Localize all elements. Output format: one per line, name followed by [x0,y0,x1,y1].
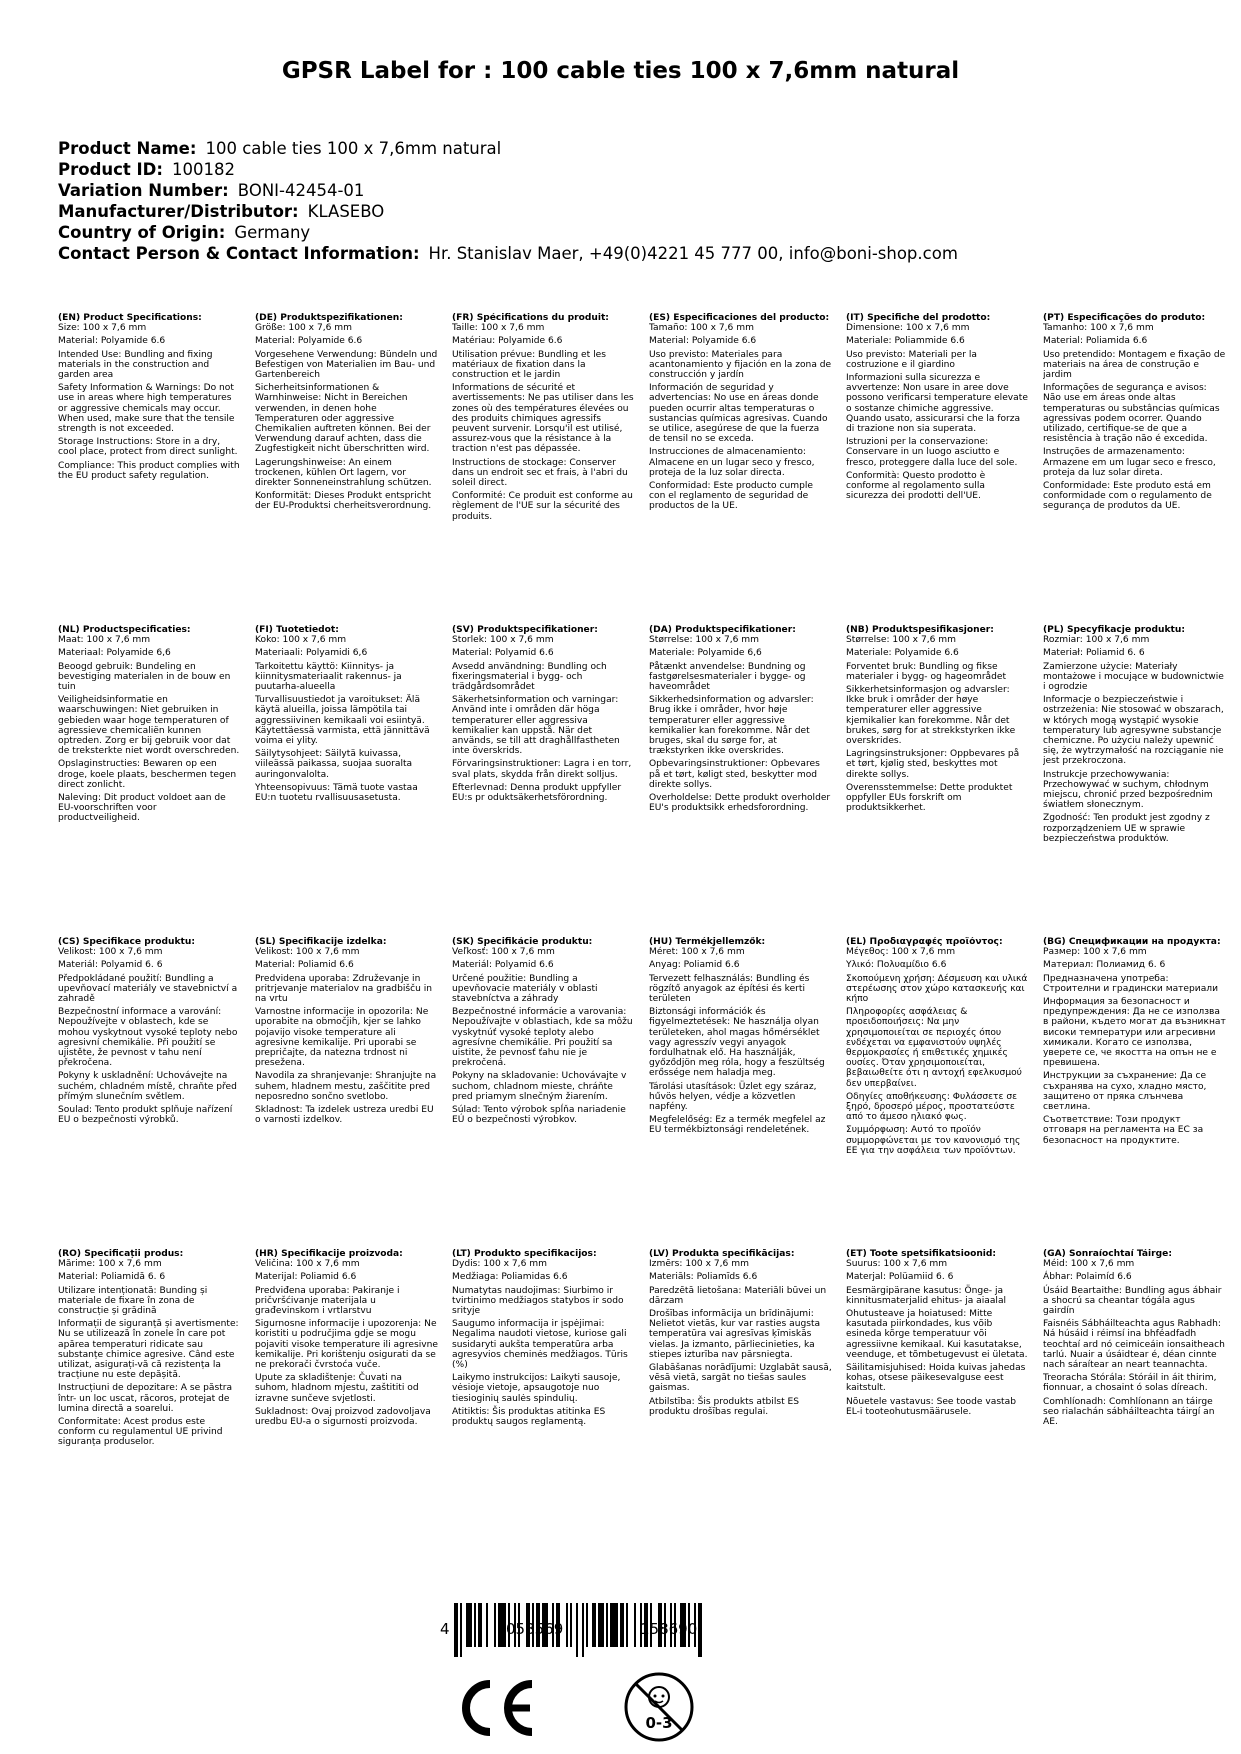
spec-heading: (EN) Product Specifications: [58,313,202,323]
barcode-bar [626,1603,628,1647]
spec-line: Tárolási utasítások: Üzlet egy száraz, hűvös helyen, védje a közvetlen napfény. [649,1081,817,1113]
spec-line: Úsáid Beartaithe: Bundling agus ábhair a shocrú sa cheantar tógála agus gairdín [1043,1285,1222,1317]
spec-line: Soulad: Tento produkt splňuje nařízení EU o bezpečnosti výrobků. [58,1105,233,1126]
spec-line: Σκοπούμενη χρήση: Δέσμευση και υλικά στερέωσης στον χώρο κατασκευής και κήπο [846,973,1028,1005]
spec-heading: (IT) Specifiche del prodotto: [846,313,991,323]
spec-line: Tarkoitettu käyttö: Kiinnitys- ja kiinnitysmateriaalit rakennus- ja puutarha-alueella [255,661,402,693]
spec-line: Material: Poliamidă 6. 6 [58,1272,166,1283]
spec-size: Размер: 100 x 7,6 mm [1043,947,1147,958]
spec-line: Faisnéis Sábháilteachta agus Rabhadh: Ná húsáid i réimsí ina bhféadfadh teochtaí ard nó ceimiceáin ionsaitheach tarlú. Nuair a úsáidtear é, déan cinnte nach sáraítear an neart teannachta. [1043,1319,1225,1371]
spec-line: Säilitamisjuhised: Hoida kuivas jahedas kohas, otsese päikesevalguse eest kaitstult. [846,1363,1026,1394]
spec-line: Navodila za shranjevanje: Shranjujte na suhem, hladnem mestu, zaščitite pred neposredno sončno svetlobo. [255,1071,437,1102]
spec-block [255,937,438,1249]
spec-block [58,313,241,625]
spec-line: Materiale: Poliammide 6.6 [846,336,965,347]
spec-line: Sicherheitsinformationen & Warnhinweise: Nicht in Bereichen verwenden, in denen hohe Temperaturen oder aggressive Chemikalien auftreten können. Bei der Verwendung darauf achten, dass die Zugfestigkeit nicht überschritten wird. [255,383,431,455]
spec-line: Información de seguridad y advertencias: No use en áreas donde pueden ocurrir altas temperaturas o sustancias químicas agresivas. Cuando se utilice, asegúrese de que la fuerza de tensil no se exceda. [649,383,828,445]
spec-line: Matériau: Polyamide 6.6 [452,336,563,347]
barcode-digits-right: 158690 [640,1620,698,1638]
spec-line: Paredzētā lietošana: Materiāli būvei un dārzam [649,1285,827,1306]
barcode-bar [460,1603,462,1657]
spec-line: Material: Poliamid 6.6 [255,960,354,971]
spec-line: Opbevaringsinstruktioner: Opbevares på et tørt, køligt sted, beskytter mod direkte sollys. [649,759,820,790]
spec-heading: (NB) Produktspesifikasjoner: [846,625,994,635]
info-value: 100 cable ties 100 x 7,6mm natural [205,139,502,158]
spec-size: Rozmiar: 100 x 7,6 mm [1043,635,1150,646]
spec-heading: (SK) Špecifikácie produktu: [452,937,593,947]
spec-heading: (GA) Sonraíochtaí Táirge: [1043,1249,1172,1259]
page-title: GPSR Label for : 100 cable ties 100 x 7,6mm natural [281,58,960,84]
spec-line: Pokyny k uskladnění: Uchovávejte na suchém, chladném místě, chraňte před přímým slunečním světlem. [58,1071,237,1102]
spec-line: Nõuetele vastavus: See toode vastab EL-i tooteohutusmäärusele. [846,1396,1016,1417]
spec-line: Pokyny na skladovanie: Uchovávajte v suchom, chladnom mieste, chráňte pred priamym slnečným žiarením. [452,1071,627,1102]
spec-line: Säkerhetsinformation och varningar: Använd inte i områden där höga temperaturer eller aggressiva kemikalier kan uppstå. När det används, se till att draghållfastheten inte överskrids. [452,695,620,757]
spec-heading: (FR) Spécifications du produit: [452,313,609,323]
spec-line: Veiligheidsinformatie en waarschuwingen: Niet gebruiken in gebieden waar hoge temperaturen of agressieve chemicaliën kunnen optreden. Zorg er bij gebruik voor dat de treksterkte niet wordt overschreden. [58,695,240,757]
spec-size: Størrelse: 100 x 7,6 mm [846,635,957,646]
barcode-bar [598,1603,604,1647]
spec-size: Size: 100 x 7,6 mm [58,323,147,334]
spec-block [58,625,241,937]
spec-line: Material: Polyamide 6.6 [649,336,757,347]
spec-line: Material: Polyamide 6.6 [255,336,363,347]
barcode-bar [576,1603,578,1657]
spec-line: Säilytysohjeet: Säilytä kuivassa, viileässä paikassa, suojaa suoralta auringonvalolta. [255,749,413,780]
spec-line: Conformitate: Acest produs este conform cu regulamentul UE privind siguranța produselor. [58,1417,223,1448]
spec-line: Material: Polyamide 6.6 [58,336,166,347]
spec-line: Predviđena uporaba: Pakiranje i pričvršćivanje materijala u građevinskom i vrtlarstvu [255,1285,400,1317]
spec-line: Comhlíonadh: Comhlíonann an táirge seo rialachán sábháilteachta táirgí an AE. [1043,1396,1215,1428]
info-label: Product Name: [58,139,197,158]
info-label: Variation Number: [58,181,229,200]
info-value: BONI-42454-01 [237,181,365,200]
spec-size: Maat: 100 x 7,6 mm [58,635,151,646]
spec-block [1043,1249,1226,1561]
spec-line: Instrucciones de almacenamiento: Almacene en un lugar seco y fresco, proteja de la luz solar directa. [649,447,815,478]
spec-size: Suurus: 100 x 7,6 mm [846,1259,948,1270]
spec-line: Naleving: Dit product voldoet aan de EU-voorschriften voor productveiligheid. [58,793,226,824]
spec-line: Οδηγίες αποθήκευσης: Φυλάσσετε σε ξηρό, δροσερό μέρος, προστατεύστε από το άμεσο ηλιακό φως. [846,1091,1018,1123]
spec-block [452,625,635,937]
barcode-bar [454,1603,458,1657]
spec-line: Materiale: Polyamide 6.6 [846,648,959,659]
info-row [58,201,958,222]
spec-line: Yhteensopivuus: Tämä tuote vastaa EU:n tuotetu rvallisuusasetusta. [255,782,418,804]
spec-line: Materiał: Poliamid 6. 6 [1043,648,1145,659]
barcode-digits-left: 058569 [506,1620,564,1638]
spec-line: Informacje o bezpieczeństwie i ostrzeżenia: Nie stosować w obszarach, w których mogą wystąpić wysokie temperatury lub agresywne substancje chemiczne. Po użyciu należy upewnić się, że wytrzymałość na rozciąganie nie jest przekroczona. [1043,695,1224,767]
spec-line: Eesmärgipärane kasutus: Önge- ja kinnitusmaterjalid ehitus- ja aiaalal [846,1285,1007,1306]
spec-line: Съответствие: Този продукт отговаря на регламента на ЕС за безопасност на продуктите. [1043,1115,1204,1146]
spec-heading: (SV) Produktspecifikationer: [452,625,598,635]
spec-line: Πληροφορίες ασφάλειας & προειδοποιήσεις: Να μην χρησιμοποιείται σε περιοχές όπου ενδέχεται να εμφανιστούν υψηλές θερμοκρασίες ή επιθετικές χημικές ουσίες. Όταν χρησιμοποιείται, βεβαιωθείτε ότι η αντοχή εφελκυσμού δεν υπερβαίνει. [846,1007,1022,1089]
spec-line: Súlad: Tento výrobok spĺňa nariadenie EÚ o bezpečnosti výrobkov. [452,1105,626,1126]
spec-line: Numatytas naudojimas: Siurbimo ir tvirtinimo medžiagos statybos ir sodo srityje [452,1285,624,1317]
spec-block [846,1249,1029,1561]
info-label: Manufacturer/Distributor: [58,202,299,221]
spec-block [255,313,438,625]
spec-block [58,1249,241,1561]
barcode-bar [486,1603,488,1647]
barcode-bar [570,1603,572,1647]
spec-heading: (ES) Especificaciones del producto: [649,313,830,323]
barcode-bar [610,1603,618,1647]
spec-block [649,625,832,937]
spec-line: Instructions de stockage: Conserver dans un endroit sec et frais, à l'abri du soleil direct. [452,457,628,489]
spec-size: Méid: 100 x 7,6 mm [1043,1259,1135,1270]
spec-line: Material: Poliamida 6.6 [1043,336,1148,347]
spec-line: Instrucțiuni de depozitare: A se păstra într- un loc uscat, răcoros, protejat de lumina directă a soarelui. [58,1383,233,1414]
spec-line: Utilizare intenționată: Bunding și materiale de fixare în zona de construcție și grădină [58,1285,208,1317]
spec-line: Overensstemmelse: Dette produktet oppfyller EUs forskrift om produktsikkerhet. [846,782,1013,814]
spec-line: Beoogd gebruik: Bundeling en bevestiging materialen in de bouw en tuin [58,661,231,693]
spec-size: Μέγεθος: 100 x 7,6 mm [846,947,956,958]
spec-line: Instrukcje przechowywania: Przechowywać w suchym, chłodnym miejscu, chronić przed bezpośrednim światłem słonecznym. [1043,769,1213,811]
spec-heading: (CS) Specifikace produktu: [58,937,195,947]
barcode-bar [606,1603,608,1647]
spec-line: Informações de segurança e avisos: Não use em áreas onde altas temperaturas ou substâncias químicas agressivas podem ocorrer. Quando utilizado, certifique-se de que a resistência à tração não é excedida. [1043,383,1220,445]
barcode-bar [620,1603,624,1647]
spec-line: Megfelelőség: Ez a termék megfelel az EU termékbiztonsági rendeletének. [649,1115,826,1136]
info-value: 100182 [171,160,235,179]
spec-size: Velikost: 100 x 7,6 mm [255,947,360,958]
spec-line: Atbilstība: Šis produkts atbilst ES produktu drošības regulai. [649,1396,800,1417]
spec-line: Lagerungshinweise: An einem trockenen, kühlen Ort lagern, vor direkter Sonneneinstrahlung schützen. [255,457,432,489]
spec-line: Informații de siguranță și avertismente: Nu se utilizează în zonele în care pot apărea temperaturi ridicate sau substanțe chimice agresive. Când este utilizat, asigurați-vă că rezistența la tracțiune nu este depășită. [58,1319,239,1381]
info-label: Country of Origin: [58,223,226,242]
spec-line: Medžiaga: Poliamidas 6.6 [452,1272,568,1283]
spec-line: Uso previsto: Materiales para acantonamiento y fijación en la zona de construcción y jardín [649,349,832,381]
barcode-bar [466,1603,472,1647]
spec-size: Velikost: 100 x 7,6 mm [58,947,163,958]
spec-block [255,1249,438,1561]
spec-line: Conformità: Questo prodotto è conforme al regolamento sulla sicurezza dei prodotti dell'UE. [846,470,986,502]
spec-heading: (DA) Produktspecifikationer: [649,625,796,635]
spec-size: Tamaño: 100 x 7,6 mm [649,323,754,334]
spec-block [452,1249,635,1561]
spec-size: Dydis: 100 x 7,6 mm [452,1259,547,1270]
spec-block [1043,625,1226,937]
spec-size: Méret: 100 x 7,6 mm [649,947,745,958]
spec-line: Bezpečnostní informace a varování: Nepoužívejte v oblastech, kde se mohou vyskytnout vysoké teploty nebo agresivní chemikálie. Při použití se ujistěte, že pevnost v tahu není překročena. [58,1007,238,1069]
spec-line: Compliance: This product complies with the EU product safety regulation. [58,460,240,481]
spec-line: Informazioni sulla sicurezza e avvertenze: Non usare in aree dove possono verificarsi temperature elevate o sostanze chimiche aggressive. Quando usato, assicurarsi che la forza di trazione non sia superata. [846,373,1028,435]
spec-line: Konformität: Dieses Produkt entspricht der EU-Produktsi cherheitsverordnung. [255,491,432,512]
spec-line: Opslaginstructies: Bewaren op een droge, koele plaats, beschermen tegen direct zonlicht. [58,759,237,790]
spec-line: Avsedd användning: Bundling och fixeringsmaterial i bygg- och trädgårdsområdet [452,661,607,693]
spec-block [846,625,1029,937]
spec-line: Bezpečnostné informácie a varovania: Nepoužívajte v oblastiach, kde sa môžu vyskytnúť vysoké teploty alebo agresívne chemikálie. Pri použití sa uistite, že pevnosť ťahu nie je prekročená. [452,1007,633,1069]
spec-block [649,1249,832,1561]
barcode-bar [698,1603,702,1657]
barcode-bar [474,1603,476,1647]
spec-heading: (HR) Specifikacije proizvoda: [255,1249,403,1259]
info-row [58,159,958,180]
spec-line: Materijal: Poliamid 6.6 [255,1272,357,1283]
spec-line: Ábhar: Polaimíd 6.6 [1043,1272,1132,1283]
spec-size: Koko: 100 x 7,6 mm [255,635,347,646]
spec-line: Materiāls: Poliamīds 6.6 [649,1272,758,1283]
spec-line: Materiale: Polyamide 6,6 [649,648,762,659]
info-value: Hr. Stanislav Maer, +49(0)4221 45 777 00, info@boni-shop.com [428,244,958,263]
spec-line: Förvaringsinstruktioner: Lagra i en torr, sval plats, skydda från direkt solljus. [452,759,632,780]
spec-line: Laikymo instrukcijos: Laikyti sausoje, vėsioje vietoje, apsaugotoje nuo tiesioginių saulės spindulių. [452,1373,621,1404]
spec-line: Material: Polyamid 6.6 [452,648,554,659]
spec-line: Anyag: Poliamid 6.6 [649,960,740,971]
spec-heading: (SL) Specifikacije izdelka: [255,937,387,947]
info-label: Contact Person & Contact Information: [58,244,420,263]
spec-block [846,937,1029,1249]
spec-heading: (EL) Προδιαγραφές προϊόντος: [846,937,1003,947]
spec-size: Storlek: 100 x 7,6 mm [452,635,554,646]
info-label: Product ID: [58,160,163,179]
spec-line: Skladnost: Ta izdelek ustreza uredbi EU o varnosti izdelkov. [255,1105,434,1126]
spec-line: Instruções de armazenamento: Armazene em um lugar seco e fresco, proteja da luz solar direta. [1043,447,1216,478]
spec-line: Istruzioni per la conservazione: Conservare in un luogo asciutto e fresco, proteggere dalla luce del sole. [846,437,1018,468]
barcode-bar [498,1603,506,1647]
info-row [58,243,958,264]
spec-block [452,937,635,1249]
spec-line: Conformité: Ce produit est conforme au règlement de l'UE sur la sécurité des produits. [452,491,633,522]
spec-line: Intended Use: Bundling and fixing materials in the construction and garden area [58,349,213,381]
spec-line: Turvallisuustiedot ja varoitukset: Älä käytä alueilla, joissa lämpötila tai aggressiivinen kemikaali voi esiintyä. Käytettäessä varmista, että jännittävä voima ei ylity. [255,695,430,747]
spec-line: Storage Instructions: Store in a dry, cool place, protect from direct sunlight. [58,437,238,458]
spec-line: Safety Information & Warnings: Do not use in areas where high temperatures or aggressive chemicals may occur. When used, make sure that the tensile strength is not exceeded. [58,383,235,435]
spec-line: Информация за безопасност и предупреждения: Да не се използва в райони, където могат да възникнат високи температури или агресивни химикали. Когато се използва, уверете се, че якостта на опън не е превишена. [1043,997,1226,1069]
spec-line: Materiaali: Polyamidi 6,6 [255,648,368,659]
spec-line: Påtænkt anvendelse: Bundning og fastgørelsesmaterialer i bygge- og haveområdet [649,661,806,693]
spec-line: Biztonsági információk és figyelmeztetések: Ne használja olyan területeken, ahol magas hőmérséklet vagy agresszív vegyi anyagok fordulhatnak elő. Ha használják, győződjön meg róla, hogy a feszültség erőssége nem haladja meg. [649,1007,825,1079]
spec-block [1043,313,1226,625]
spec-block [58,937,241,1249]
spec-heading: (NL) Productspecificaties: [58,625,191,635]
barcode-digit-lead: 4 [440,1620,450,1638]
spec-line: Předpokládané použití: Bundling a upevňovací materiály ve stavebnictví a zahradě [58,973,238,1005]
spec-size: Izmērs: 100 x 7,6 mm [649,1259,749,1270]
spec-line: Atitiktis: Šis produktas atitinka ES produktų saugos reglamentą. [452,1406,606,1428]
spec-size: Tamanho: 100 x 7,6 mm [1043,323,1154,334]
spec-line: Conformidad: Este producto cumple con el reglamento de seguridad de productos de la UE. [649,481,813,512]
spec-line: Uso pretendido: Montagem e fixação de materiais na área de construção e jardim [1043,349,1226,381]
spec-line: Vorgesehene Verwendung: Bündeln und Befestigen von Materialien im Bau- und Gartenbereich [255,349,438,381]
spec-heading: (FI) Tuotetiedot: [255,625,339,635]
info-row [58,222,958,243]
spec-size: Größe: 100 x 7,6 mm [255,323,353,334]
spec-block [846,313,1029,625]
spec-size: Taille: 100 x 7,6 mm [452,323,545,334]
barcode-bar [566,1603,568,1647]
info-row [58,180,958,201]
product-info-block [58,138,958,264]
spec-block [649,937,832,1249]
spec-line: Saugumo informacija ir įspėjimai: Negalima naudoti vietose, kuriose gali susidaryti aukšta temperatūra arba agresyvios cheminės medžiagos. Tūris (%) [452,1319,628,1371]
spec-heading: (PL) Specyfikacje produktu: [1043,625,1185,635]
spec-block [649,313,832,625]
spec-line: Zgodność: Ten produkt jest zgodny z rozporządzeniem UE w sprawie bezpieczeństwa produktów. [1043,813,1210,844]
spec-line: Инструкции за съхранение: Да се съхранява на сухо, хладно място, защитено от пряка слънчева светлина. [1043,1071,1207,1113]
spec-heading: (PT) Especificações do produto: [1043,313,1206,323]
spec-heading: (RO) Specificații produs: [58,1249,184,1259]
barcode-bar [586,1603,588,1647]
spec-line: Предназначена употреба: Строителни и градински материали [1043,973,1219,994]
barcode-bar [634,1603,636,1647]
spec-line: Материал: Полиамид 6. 6 [1043,960,1166,971]
spec-heading: (ET) Toote spetsifikatsioonid: [846,1249,997,1259]
age-restriction-text: 0-3 [645,1714,673,1732]
specifications-grid [58,313,1226,1561]
spec-line: Utilisation prévue: Bundling et les matériaux de fixation dans la construction et le jardin [452,349,606,381]
spec-size: Størrelse: 100 x 7,6 mm [649,635,760,646]
spec-heading: (HU) Termékjellemzők: [649,937,766,947]
spec-line: Upute za skladištenje: Čuvati na suhom, hladnom mjestu, zaštititi od izravne sunčeve svjetlosti. [255,1373,419,1404]
spec-line: Treoracha Stórála: Stóráil in áit thirim, fionnuar, a chosaint ó solas díreach. [1043,1373,1217,1394]
spec-block [452,313,635,625]
spec-line: Conformidade: Este produto está em conformidade com o regulamento de segurança de produtos da UE. [1043,481,1212,512]
spec-line: Materiál: Polyamid 6. 6 [58,960,163,971]
ean-barcode [440,1603,760,1661]
spec-block [255,625,438,937]
spec-line: Materiál: Polyamid 6.6 [452,960,554,971]
spec-line: Υλικό: Πολυαμίδιο 6.6 [846,960,947,971]
spec-line: Tervezett felhasználás: Bundling és rögzítő anyagok az építési és kerti területen [649,973,810,1005]
spec-line: Ohutusteave ja hoiatused: Mitte kasutada piirkondades, kus võib esineda kõrge temperatuur või agressiivne kemikaal. Kui kasutatakse, veenduge, et tõmbetugevust ei ületata. [846,1309,1028,1360]
spec-line: Informations de sécurité et avertissements: Ne pas utiliser dans les zones où des températures élevées ou des produits chimiques agressifs peuvent survenir. Lorsqu'il est utilisé, assurez-vous que la résistance à la traction n'est pas dépassée. [452,383,634,455]
spec-line: Overholdelse: Dette produkt overholder EU's produktsikk erhedsforordning. [649,793,831,814]
spec-line: Materiaal: Polyamide 6,6 [58,648,171,659]
spec-heading: (DE) Produktspezifikationen: [255,313,403,323]
barcode-bar [494,1603,496,1647]
spec-line: Určené použitie: Bundling a upevňovacie materiály v oblasti stavebníctva a záhrady [452,973,598,1005]
spec-line: Varnostne informacije in opozorila: Ne uporabite na območjih, kjer se lahko pojavijo visoke temperature ali agresivne kemikalije. Pri uporabi se prepričajte, da natezna trdnost ni presežena. [255,1007,429,1069]
spec-size: Veličina: 100 x 7,6 mm [255,1259,360,1270]
barcode-bar [582,1603,584,1657]
spec-line: Sikkerhedsinformation og advarsler: Brug ikke i områder, hvor høje temperaturer eller aggressive kemikalier kan forekomme. Når det bruges, skal du sørge for, at trækstyrken ikke overskrides. [649,695,814,757]
ce-mark-icon [452,1678,538,1738]
info-value: KLASEBO [307,202,385,221]
info-value: Germany [234,223,311,242]
spec-line: Glabāšanas norādījumi: Uzglabāt sausā, vēsā vietā, sargāt no tiešas saules gaismas. [649,1363,832,1394]
barcode-bar [592,1603,596,1647]
spec-line: Uso previsto: Materiali per la costruzione e il giardino [846,349,977,370]
spec-heading: (BG) Спецификации на продукта: [1043,937,1221,947]
spec-line: Efterlevnad: Denna produkt uppfyller EU:s pr oduktsäkerhetsförordning. [452,782,622,804]
spec-line: Συμμόρφωση: Αυτό το προϊόν συμμορφώνεται με τον κανονισμό της ΕΕ για την ασφάλεια των προϊόντων. [846,1125,1021,1156]
spec-heading: (LV) Produkta specifikācijas: [649,1249,795,1259]
spec-line: Drošības informācija un brīdinājumi: Nelietot vietās, kur var rasties augsta temperatūra vai agresīvas ķīmiskās vielas. Ja izmanto, pārliecinieties, ka stiepes izturība nav pārsniegta. [649,1309,821,1360]
spec-size: Mărime: 100 x 7,6 mm [58,1259,162,1270]
spec-line: Materjal: Polüamiid 6. 6 [846,1272,954,1283]
spec-line: Sigurnosne informacije i upozorenja: Ne koristiti u područjima gdje se mogu pojaviti visoke temperature ili agresivne kemikalije. Pri korištenju osigurati da se ne prekorači čvrstoća vuče. [255,1319,438,1371]
spec-line: Zamierzone użycie: Materiały montażowe i mocujące w budownictwie i ogrodzie [1043,661,1224,693]
spec-line: Forventet bruk: Bundling og fikse materialer i bygg- og hageområdet [846,661,1007,682]
info-row [58,138,958,159]
spec-line: Sikkerhetsinformasjon og advarsler: Ikke bruk i områder der høye temperaturer eller aggressive kjemikalier kan forekomme. Når det brukes, sørg for at strekkstyrken ikke overskrides. [846,685,1016,747]
spec-line: Sukladnost: Ovaj proizvod zadovoljava uredbu EU-a o sigurnosti proizvoda. [255,1406,431,1428]
not-for-children-0-3-icon [622,1670,696,1744]
spec-line: Predvidena uporaba: Združevanje in pritrjevanje materialov na gradbišču in na vrtu [255,973,433,1005]
spec-heading: (LT) Produkto specifikacijos: [452,1249,597,1259]
spec-size: Dimensione: 100 x 7,6 mm [846,323,970,334]
spec-size: Veľkosť: 100 x 7,6 mm [452,947,555,958]
barcode-bar [478,1603,482,1647]
spec-line: Lagringsinstruksjoner: Oppbevares på et tørt, kjølig sted, beskyttes mot direkte sollys. [846,749,1020,780]
spec-block [1043,937,1226,1249]
